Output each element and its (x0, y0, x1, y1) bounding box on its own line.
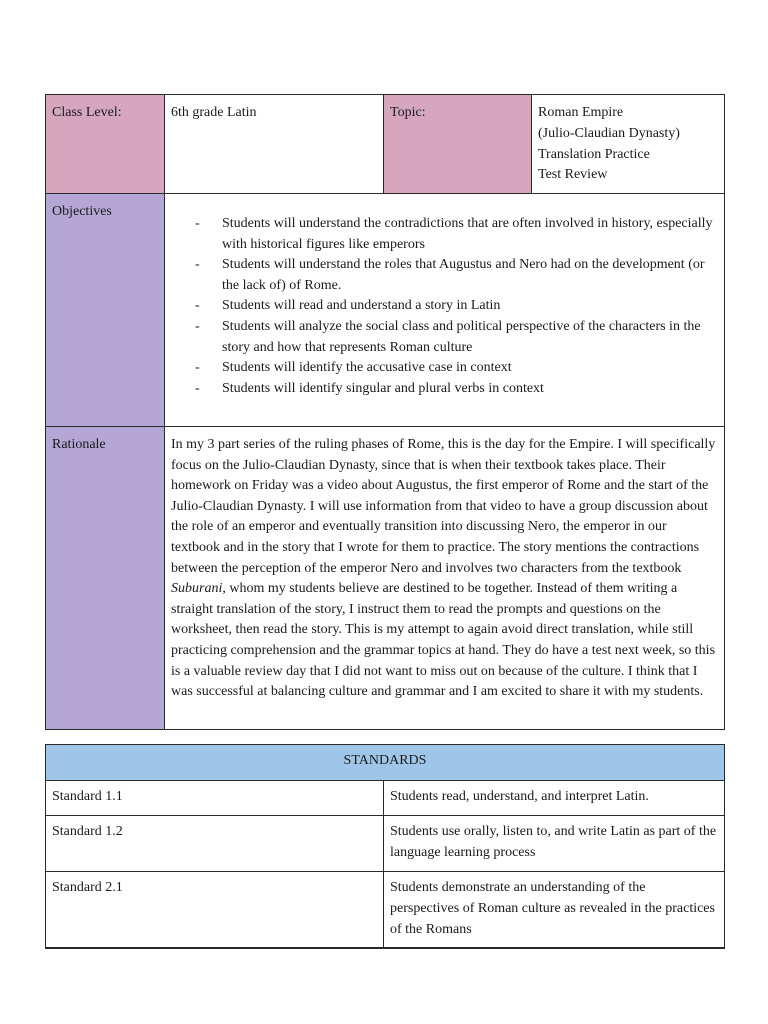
standard-description: Students demonstrate an understanding of the perspectives of Roman culture as revealed in the practices of the Romans (384, 872, 725, 949)
standard-row (46, 781, 725, 816)
standard-name: Standard 1.1 (46, 781, 384, 816)
topic-line: Roman Empire (538, 105, 624, 120)
objectives-row (46, 194, 725, 427)
standard-row (46, 816, 725, 872)
rationale-row (46, 427, 725, 730)
topic-line: Translation Practice (538, 146, 650, 162)
topic-line: Test Review (538, 167, 608, 183)
objective-item: - Students will identify the accusative case in context (195, 360, 512, 376)
objective-item: - Students will analyze the social class and political perspective of the characters in the story and how that represents Roman culture (195, 318, 701, 355)
topic-line: (Julio-Claudian Dynasty) (538, 125, 680, 141)
objectives-label: Objectives (46, 194, 165, 427)
class-topic-row (46, 95, 725, 194)
lesson-plan-table (45, 94, 725, 730)
objective-item: - Students will identify singular and plural verbs in context (195, 380, 544, 396)
rationale-label: Rationale (46, 427, 165, 730)
standard-name: Standard 2.1 (46, 872, 384, 949)
objective-item: - Students will understand the roles that Augustus and Nero had on the development (or the lack of) of Rome. (195, 257, 705, 293)
objective-item: - Students will read and understand a story in Latin (195, 298, 501, 314)
standards-header: STANDARDS (46, 745, 725, 781)
standard-description: Students read, understand, and interpret Latin. (384, 781, 725, 816)
textbook-title: Suburani (171, 581, 223, 597)
standard-name: Standard 1.2 (46, 816, 384, 872)
standard-description: Students use orally, listen to, and write Latin as part of the language learning process (384, 816, 725, 872)
standards-header-row (46, 745, 725, 781)
objectives-content (165, 194, 725, 427)
topic-value (532, 95, 725, 194)
standards-table (45, 744, 725, 949)
objective-item: - Students will understand the contradictions that are often involved in history, especially with historical figures like emperors (195, 216, 713, 252)
topic-label: Topic: (384, 95, 532, 194)
class-level-label: Class Level: (46, 95, 165, 194)
rationale-text: In my 3 part series of the ruling phases of Rome, this is the day for the Empire. I will specifically focus on the Julio-Claudian Dynasty, since that is when their textbook takes place. Their homework on Friday was a video about Augustus, the first emperor of Rome and the start of the Julio-Claudian Dynasty. I will use information from that video to have a group discussion about the role of an emperor and eventually transition into discussing Nero, the emperor in our textbook and in the story that I wrote for them to practice. The story mentions the contractions between the perception of the emperor Nero and involves two characters from the textbook Suburani, whom my students believe are destined to be together. Instead of them writing a straight translation of the story, I instruct them to read the prompts and questions on the worksheet, then read the story. This is my attempt to again avoid direct translation, while still practicing comprehension and the grammar topics at hand. They do have a test next week, so this is a valuable review day that I did not want to miss out on because of the culture. I think that I was successful at balancing culture and grammar and I am excited to share it with my students. (165, 427, 725, 730)
standard-row (46, 872, 725, 949)
class-level-value: 6th grade Latin (165, 95, 384, 194)
objectives-list (171, 200, 718, 399)
